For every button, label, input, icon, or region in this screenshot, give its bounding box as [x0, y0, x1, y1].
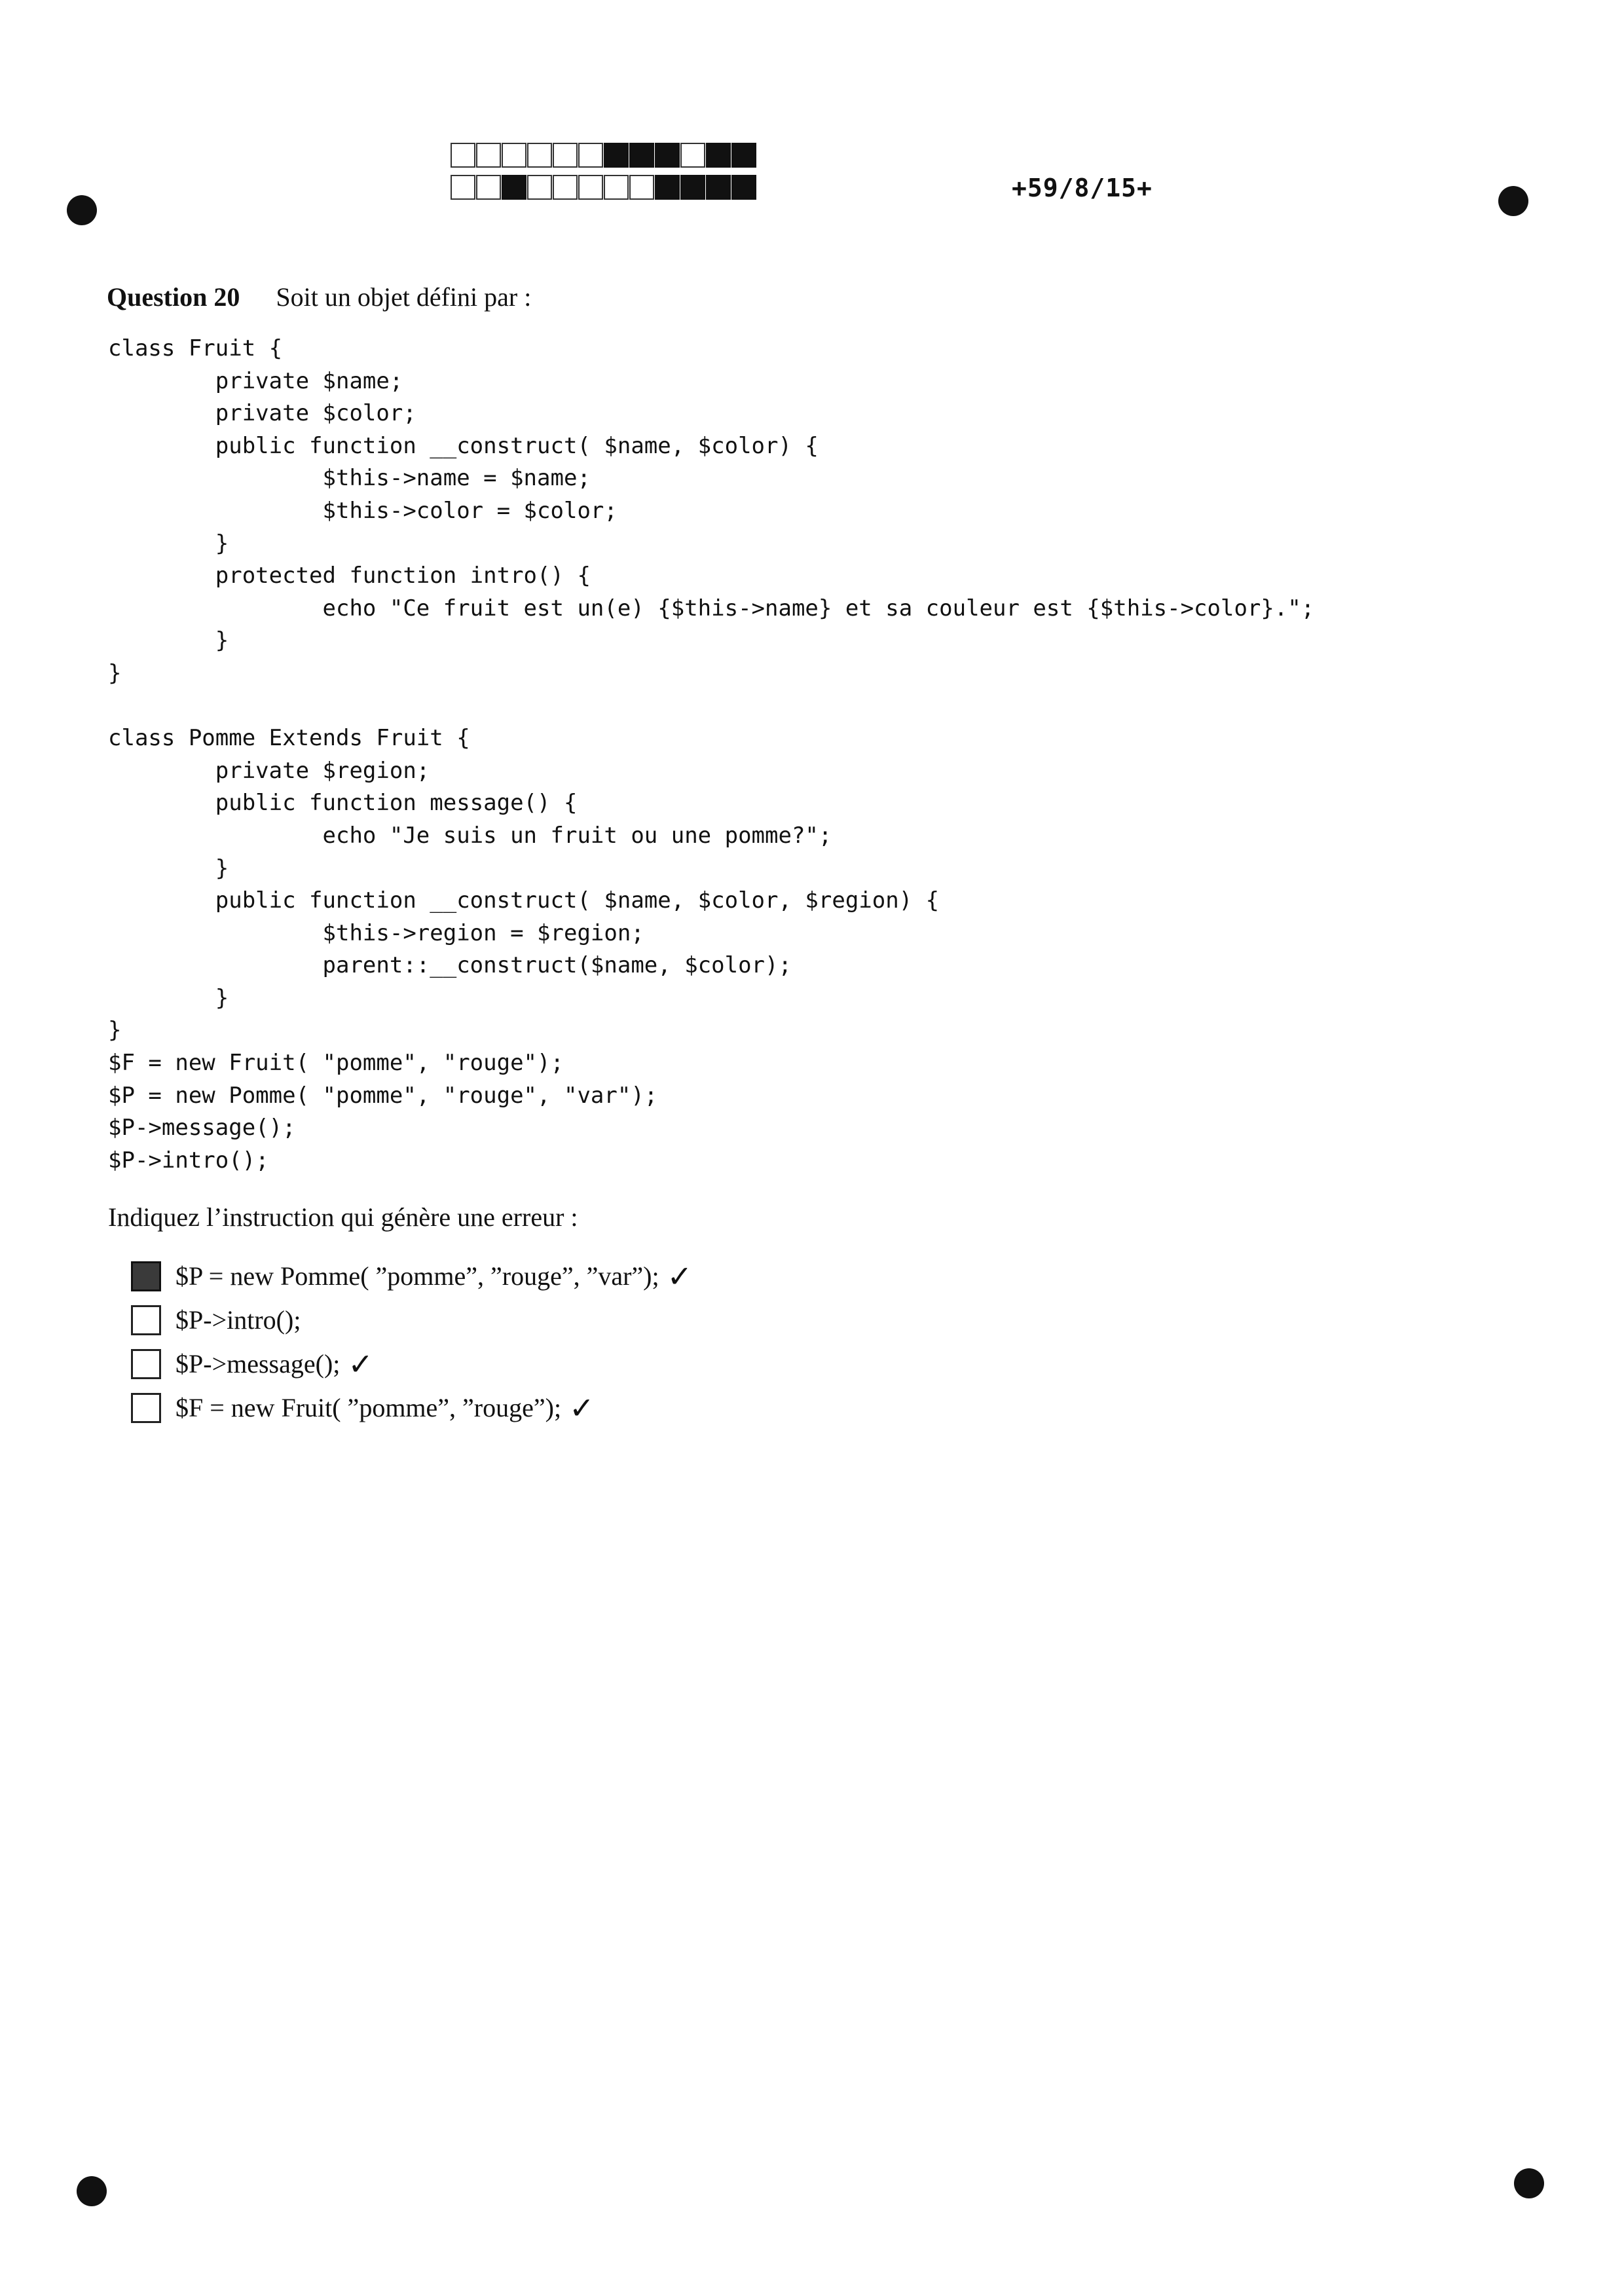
barcode-cell	[527, 175, 552, 200]
barcode-cell	[502, 175, 526, 200]
code-line: public function __construct( $name, $color, $region) {	[108, 887, 940, 914]
answer-option[interactable]	[131, 1342, 692, 1386]
answer-checkbox[interactable]	[131, 1393, 161, 1423]
answer-list	[131, 1254, 692, 1430]
code-line: $P->message();	[108, 1115, 296, 1141]
barcode-cell	[578, 143, 603, 168]
barcode-cell	[629, 143, 654, 168]
barcode-cell	[706, 143, 731, 168]
question-heading	[107, 282, 531, 312]
code-line: class Pomme Extends Fruit {	[108, 725, 470, 752]
check-mark-icon: ✓	[569, 1390, 595, 1426]
answer-checkbox[interactable]	[131, 1305, 161, 1335]
answer-text: $P = new Pomme( ”pomme”, ”rouge”, ”var”);	[175, 1261, 659, 1291]
barcode-cell	[476, 143, 501, 168]
code-line	[108, 690, 1314, 723]
barcode-cell	[578, 175, 603, 200]
barcode-row-2	[451, 175, 757, 200]
prompt-text: Indiquez l’instruction qui génère une erreur :	[108, 1202, 578, 1232]
code-line: $P = new Pomme( "pomme", "rouge", "var");	[108, 1082, 658, 1109]
question-text: Soit un objet défini par :	[276, 282, 532, 312]
barcode-cell	[655, 175, 680, 200]
question-label: Question 20	[107, 282, 240, 312]
registration-dot-top-left	[67, 195, 97, 225]
answer-text: $F = new Fruit( ”pomme”, ”rouge”);	[175, 1393, 562, 1422]
answer-option[interactable]	[131, 1298, 692, 1342]
code-line: echo "Ce fruit est un(e) {$this->name} et sa couleur est {$this->color}.";	[108, 595, 1315, 621]
registration-dot-bottom-left	[77, 2176, 107, 2206]
answer-option[interactable]	[131, 1386, 692, 1430]
code-line: class Fruit {	[108, 335, 283, 361]
barcode-cell	[680, 175, 705, 200]
code-line: }	[108, 1017, 122, 1044]
answer-option[interactable]	[131, 1254, 692, 1298]
code-line: }	[108, 659, 122, 686]
barcode-cell	[527, 143, 552, 168]
code-line: $this->name = $name;	[108, 465, 591, 492]
code-line: protected function intro() {	[108, 563, 591, 589]
answer-text: $P->intro();	[175, 1305, 301, 1335]
barcode-cell	[502, 143, 526, 168]
answer-checkbox[interactable]	[131, 1261, 161, 1291]
code-line: public function message() {	[108, 790, 578, 817]
code-line: }	[108, 530, 229, 557]
barcode-cell	[629, 175, 654, 200]
code-line: $F = new Fruit( "pomme", "rouge");	[108, 1050, 564, 1077]
barcode-cell	[553, 175, 578, 200]
code-line: }	[108, 984, 229, 1011]
code-line: $this->color = $color;	[108, 497, 618, 524]
code-block	[108, 333, 1314, 1177]
code-line: $this->region = $region;	[108, 919, 644, 946]
barcode-row-1	[451, 143, 757, 168]
answer-text: $P->message();	[175, 1349, 341, 1379]
barcode-cell	[604, 175, 629, 200]
registration-dot-top-right	[1498, 186, 1528, 216]
check-mark-icon: ✓	[348, 1346, 373, 1382]
answer-checkbox[interactable]	[131, 1349, 161, 1379]
barcode-cell	[604, 143, 629, 168]
code-line: public function __construct( $name, $color) {	[108, 432, 819, 459]
code-line: private $region;	[108, 757, 430, 784]
code-line: }	[108, 855, 229, 881]
code-line: private $name;	[108, 367, 403, 394]
registration-dot-bottom-right	[1514, 2168, 1544, 2198]
check-mark-icon: ✓	[667, 1258, 693, 1294]
code-line: private $color;	[108, 400, 416, 427]
code-line: parent::__construct($name, $color);	[108, 952, 792, 979]
barcode-cell	[476, 175, 501, 200]
exam-code: +59/8/15+	[1012, 174, 1153, 202]
barcode-cell	[451, 143, 475, 168]
barcode-cell	[451, 175, 475, 200]
code-line: echo "Je suis un fruit ou une pomme?";	[108, 822, 832, 849]
barcode-cell	[655, 143, 680, 168]
barcode-cell	[706, 175, 731, 200]
code-line: }	[108, 627, 229, 654]
code-line: $P->intro();	[108, 1147, 269, 1174]
barcode-cell	[553, 143, 578, 168]
barcode-cell	[731, 143, 756, 168]
barcode-cell	[680, 143, 705, 168]
barcode-cell	[731, 175, 756, 200]
